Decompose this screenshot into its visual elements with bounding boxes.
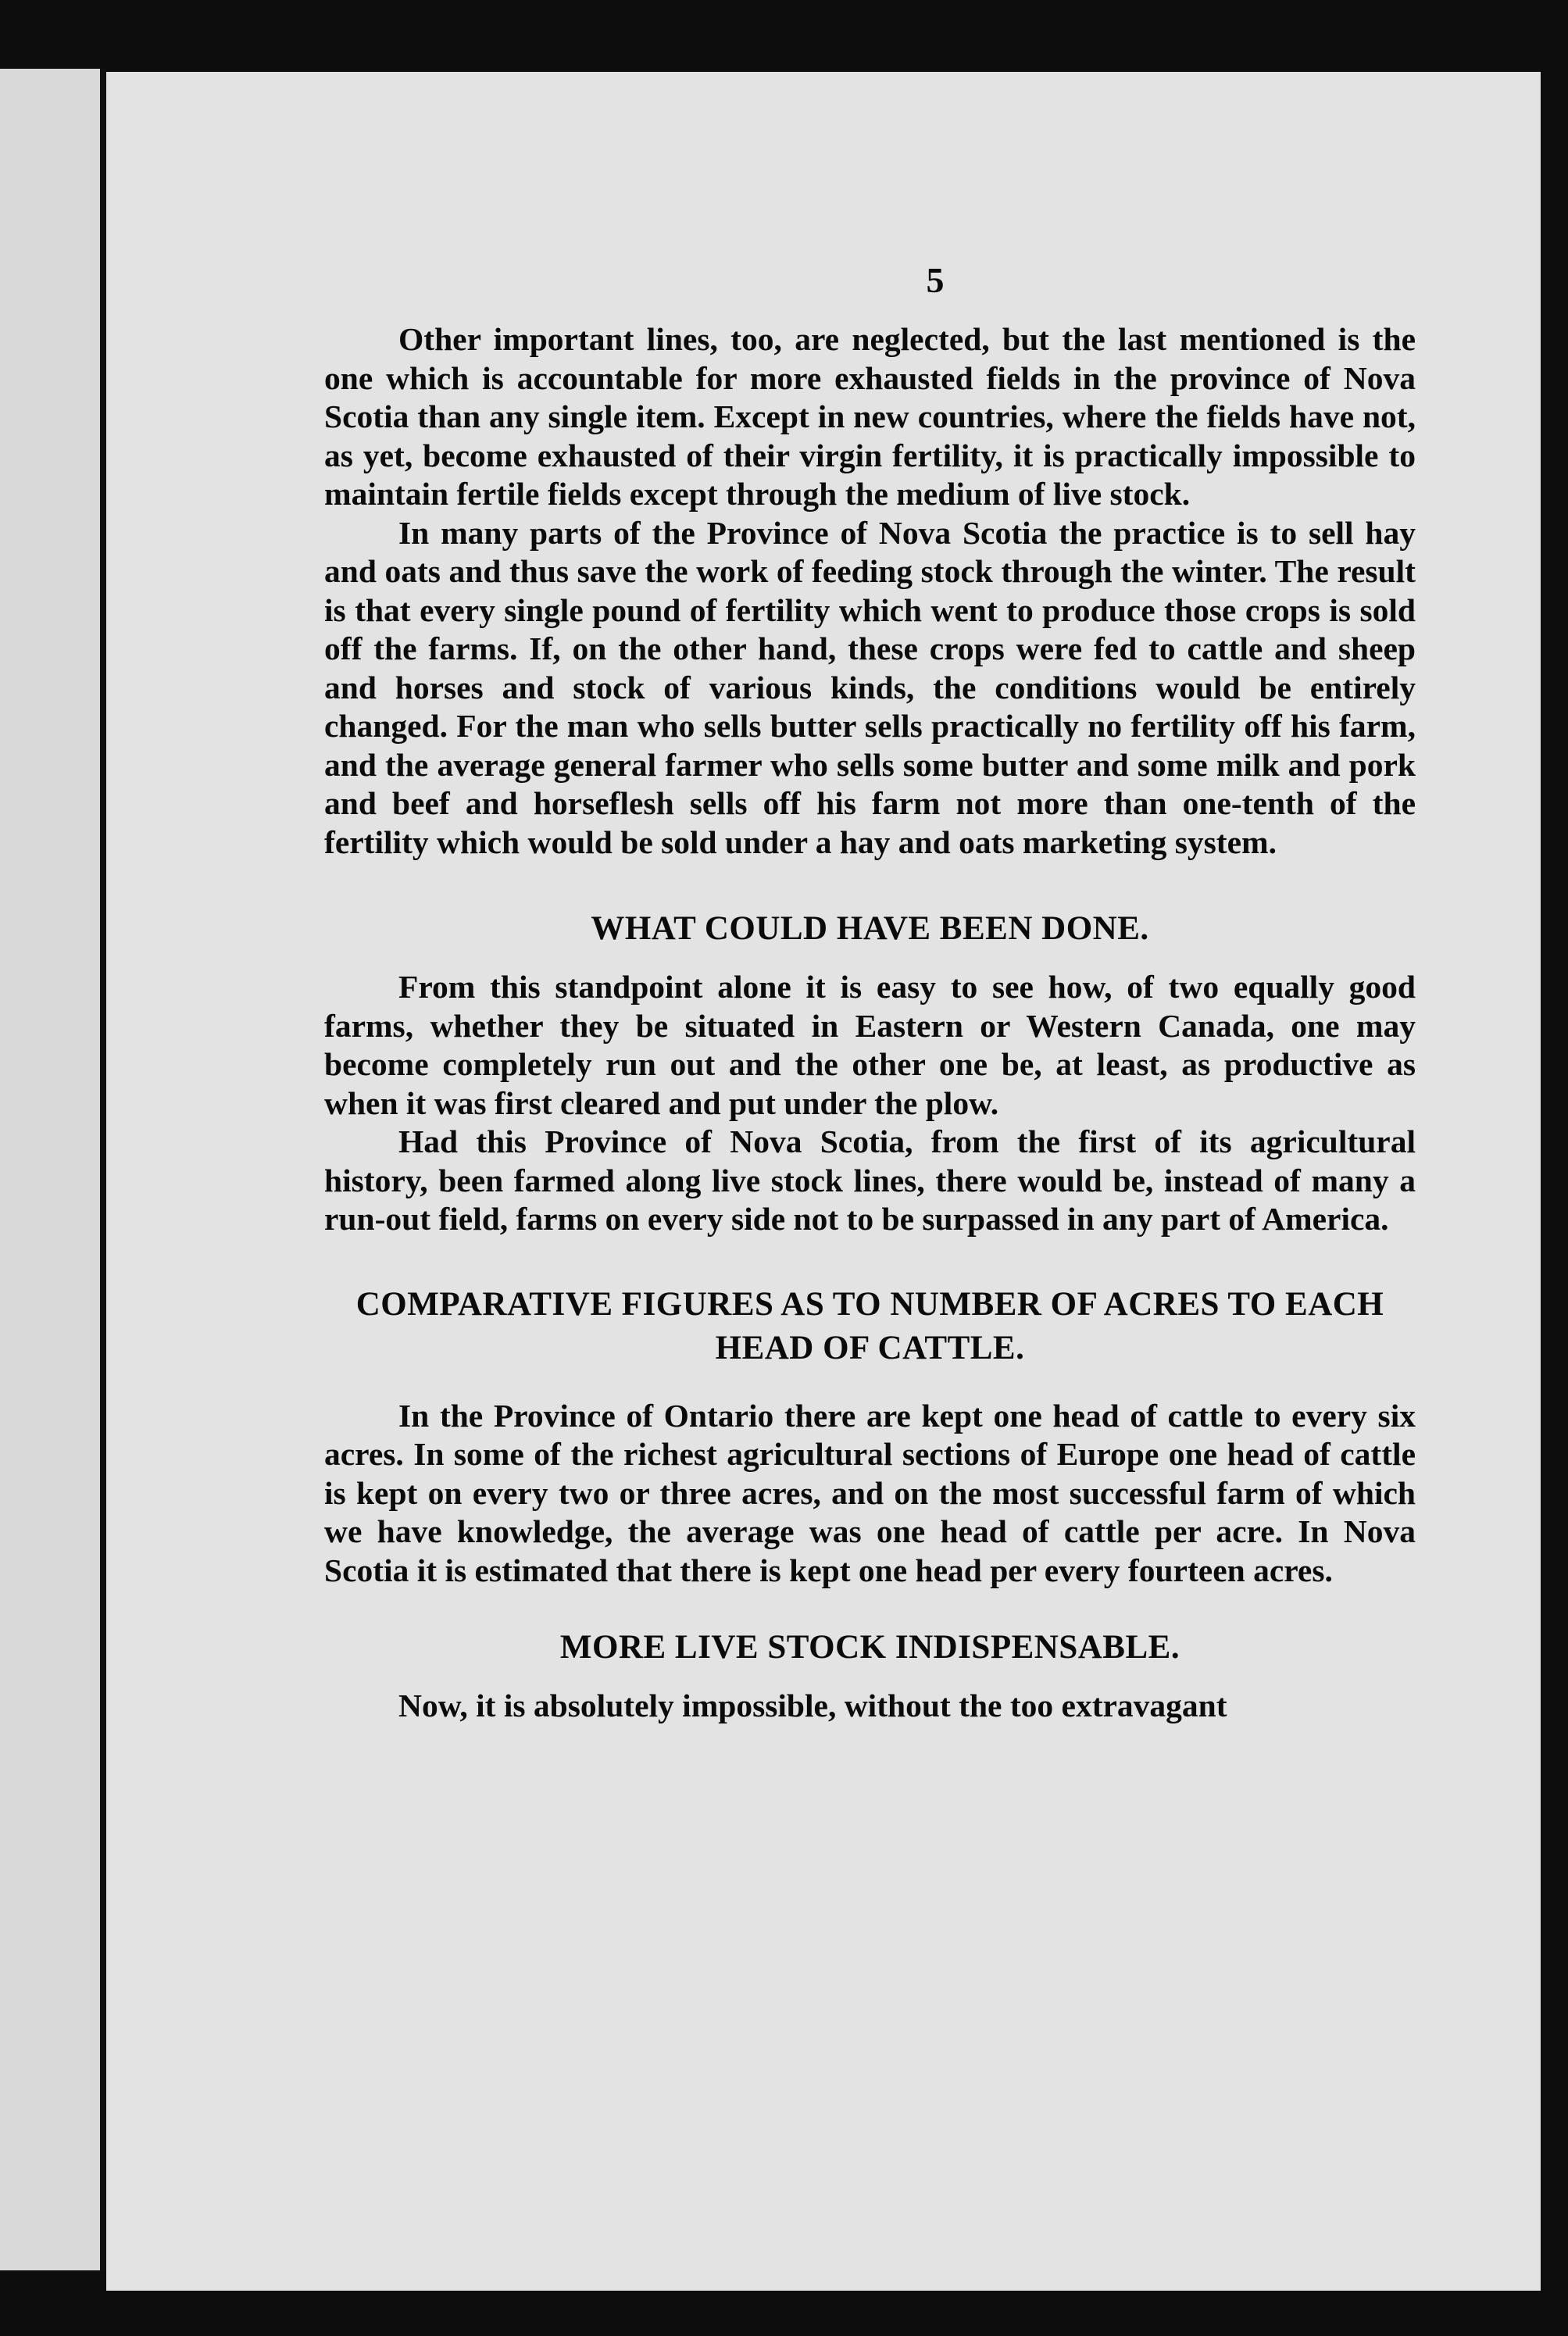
section-heading: MORE LIVE STOCK INDISPENSABLE. [559,1629,1180,1666]
paragraph: In many parts of the Province of Nova Scotia the practice is to sell hay and oats and thus save the work of feeding stock through the winter. The result is that every single pound of fertility which went to produce those crops is sold off the farms. If, on the other hand, these crops were fed to cattle and sheep and horses and stock of various kinds, the conditions would be entirely changed. For the man who sells butter sells practically no fertility off his farm, and the average general farmer who sells some butter and some milk and pork and beef and horseflesh sells off his farm not more than one-tenth of the fertility which would be sold under a hay and oats marketing system. [324,514,1416,860]
paragraph: Other important lines, too, are neglected, but the last mentioned is the one which is accountable for more exhausted fields in the province of Nova Scotia than any single item. Except in new countries, where the fields have not, as yet, become exhausted of their virgin fertility, it is practically impossible to maintain fertile fields except through the medium of live stock. [324,321,1416,512]
paragraph: Had this Province of Nova Scotia, from the first of its agricultural history, been farmed along live stock lines, there would be, instead of many a run-out field, farms on every side not to be surpassed in any part of America. [324,1123,1416,1237]
section-heading: COMPARATIVE FIGURES AS TO NUMBER OF ACRES TO EACH HEAD OF CATTLE. [355,1285,1384,1366]
section-heading: WHAT COULD HAVE BEEN DONE. [591,910,1149,947]
paragraph: Now, it is absolutely impossible, without the too extravagant [398,1688,1227,1723]
page [106,72,1541,2291]
left-page-edge [0,69,100,2270]
paragraph: From this standpoint alone it is easy to see how, of two equally good farms, whether they be situated in Eastern or Western Canada, one may become completely run out and the other one be, at least, as productive as when it was first cleared and put under the plow. [324,969,1416,1121]
page-number: 5 [926,260,945,300]
page-body [324,320,1416,1726]
book-spine [100,69,106,2270]
paragraph: In the Province of Ontario there are kept one head of cattle to every six acres. In some of the richest agricultural sections of Europe one head of cattle is kept on every two or three acres, and on the most successful farm of which we have knowledge, the average was one head of cattle per acre. In Nova Scotia it is estimated that there is kept one head per every fourteen acres. [324,1397,1416,1588]
